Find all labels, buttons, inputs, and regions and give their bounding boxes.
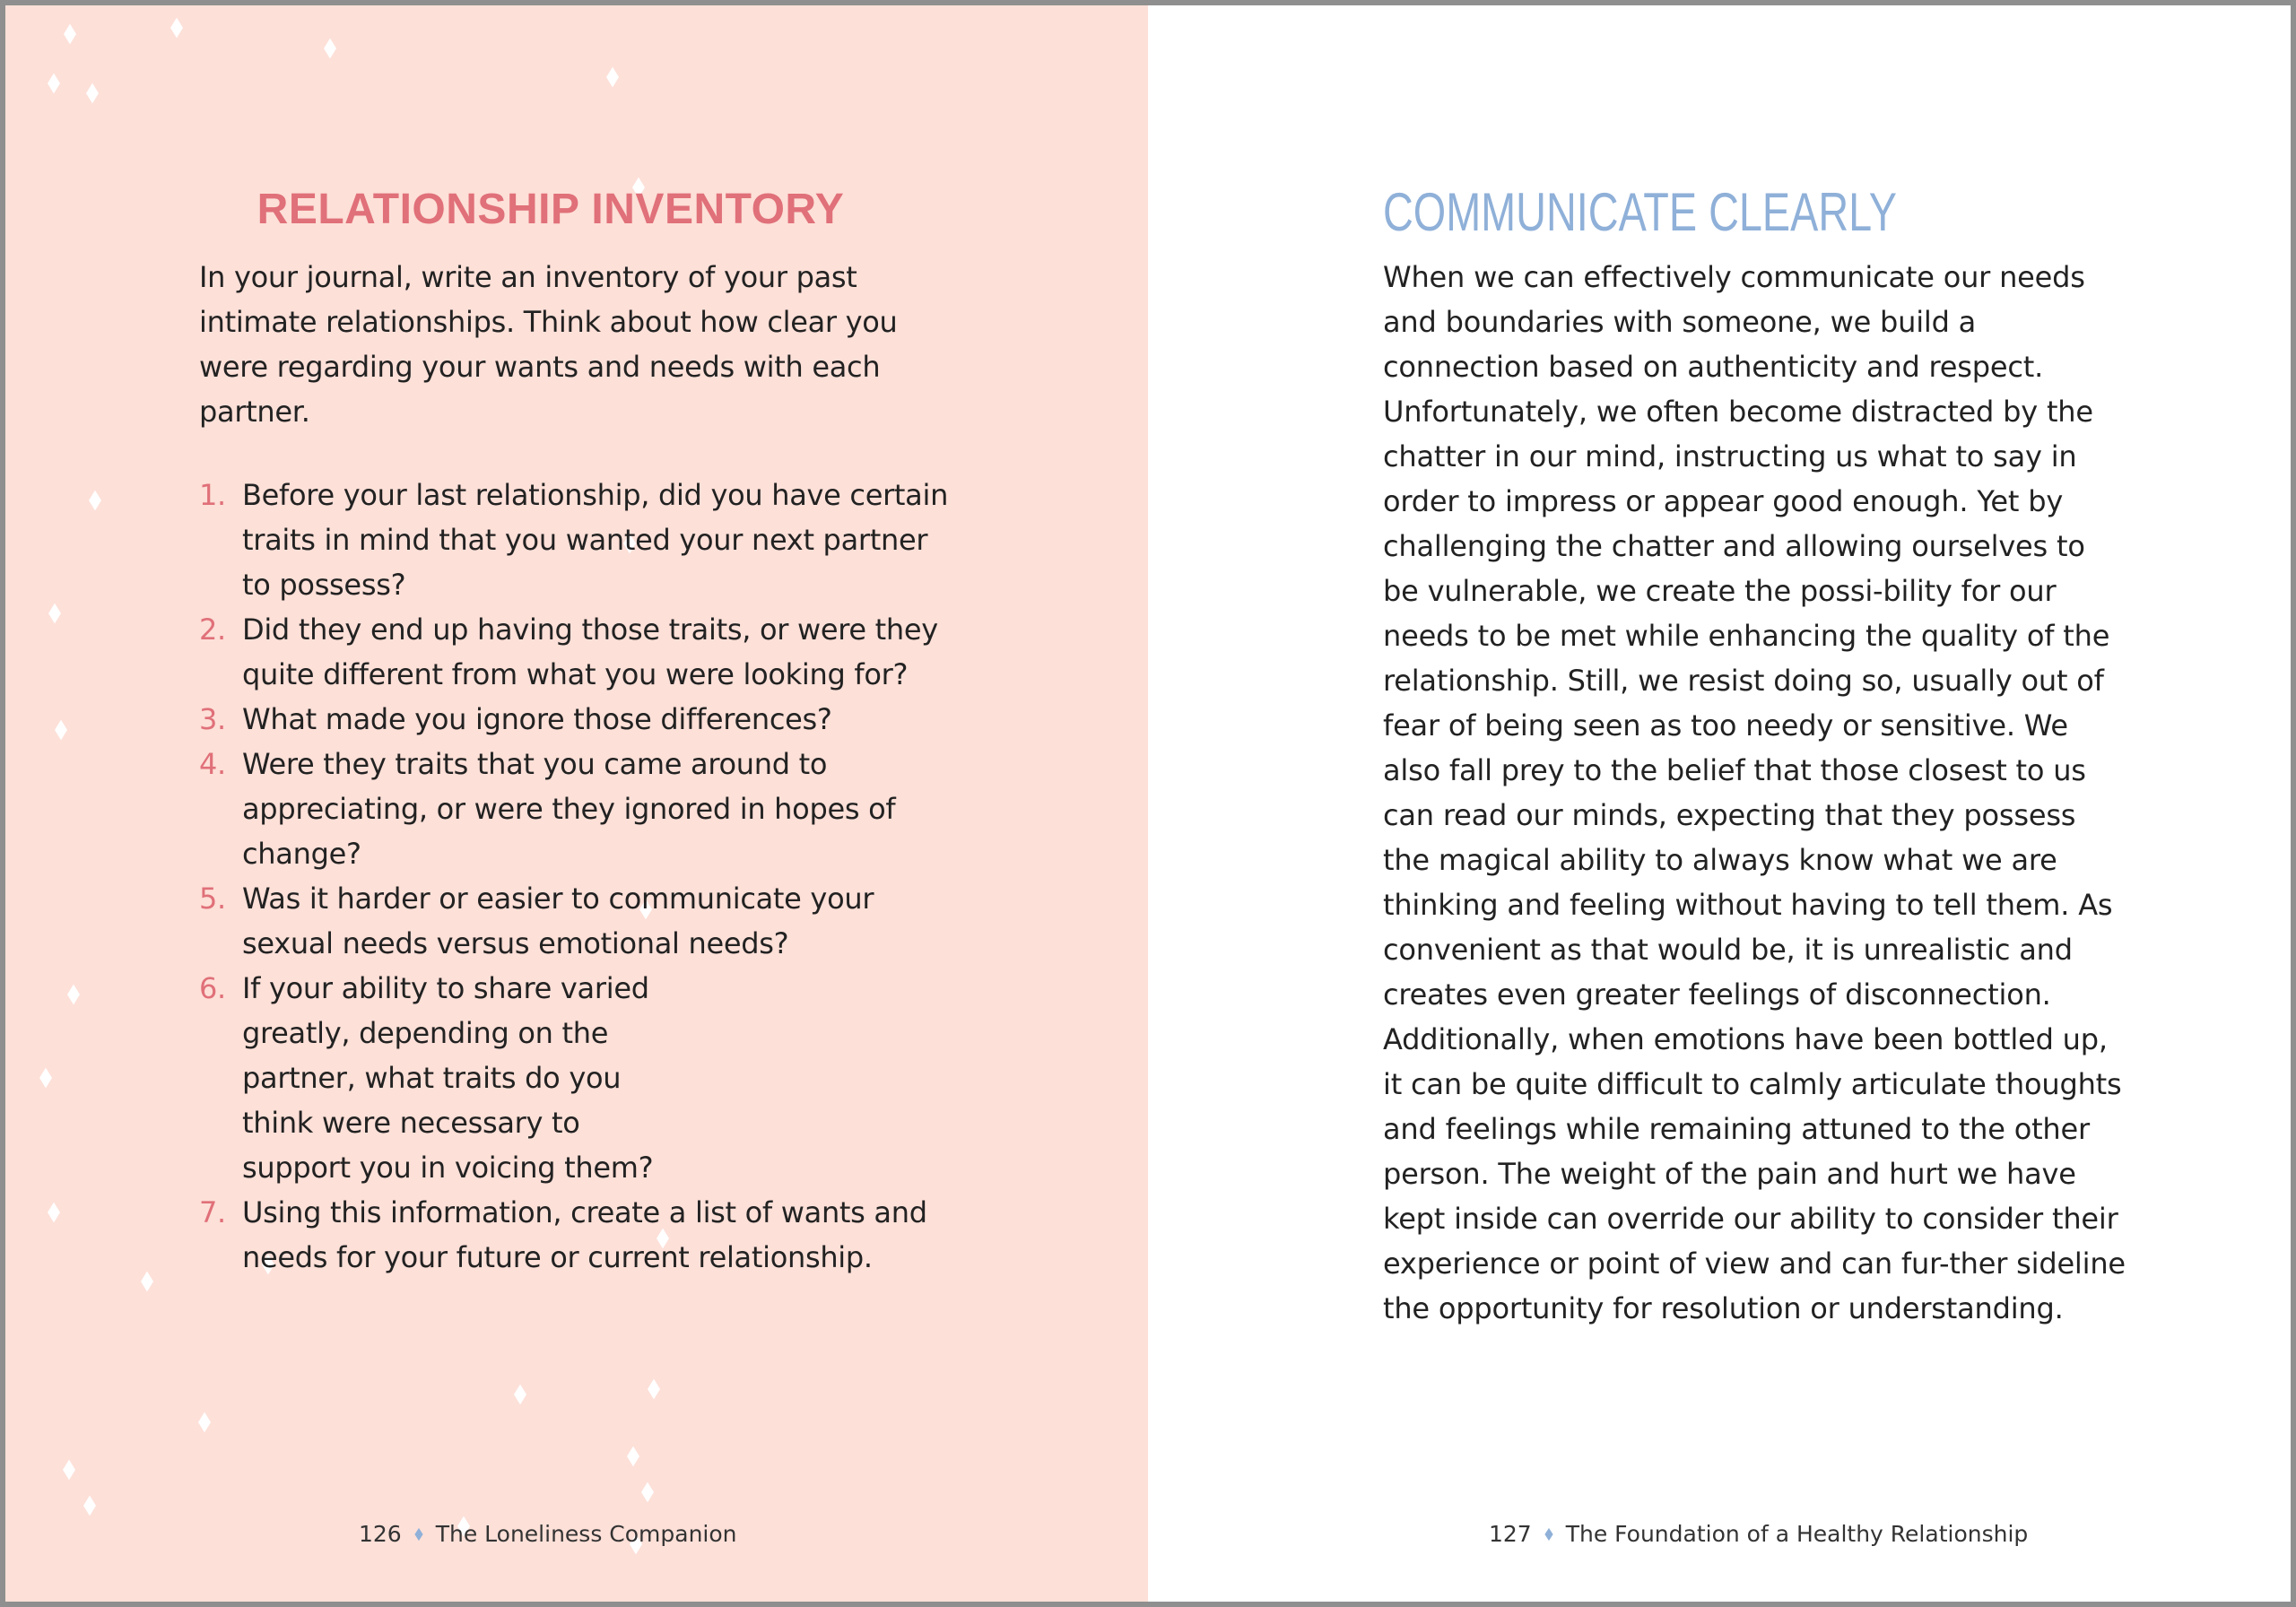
- section-title: COMMUNICATE CLEARLY: [1383, 182, 1897, 242]
- diamond-icon: [39, 1068, 52, 1089]
- diamond-icon: [324, 39, 336, 59]
- diamond-icon: [64, 24, 76, 45]
- page-number: 126: [359, 1521, 402, 1547]
- diamond-icon: [627, 1446, 639, 1467]
- list-item-text: Before your last relationship, did you have certain traits in mind that you wanted your next partner to possess?: [242, 478, 949, 602]
- list-item: [199, 607, 961, 697]
- diamond-icon: [48, 1203, 60, 1223]
- list-number: 7.: [199, 1195, 226, 1229]
- diamond-icon: [48, 604, 61, 624]
- diamond-icon: [55, 720, 67, 741]
- list-item: [199, 473, 961, 607]
- page-footer: [359, 1521, 737, 1547]
- right-page: [1148, 5, 2291, 1602]
- list-item: [199, 876, 961, 966]
- diamond-icon: [648, 1379, 660, 1400]
- list-number: 5.: [199, 882, 226, 916]
- list-item: [199, 1190, 961, 1280]
- diamond-icon: [198, 1412, 211, 1433]
- list-item-text: Was it harder or easier to communicate your sexual needs versus emotional needs?: [242, 882, 874, 960]
- body-paragraph: When we can effectively communicate our needs and boundaries with someone, we build a connection based on authenticity and respect. Unfortunately, we often become distracted by the chatter in our mind, instructing us what to say in order to impress or appear good enough. Yet by challenging the chatter and allowing ourselves to be vulnerable, we create the possi-bility for our needs to be met while enhancing the quality of the relationship. Still, we resist doing so, usually out of fear of being seen as too needy or sensitive. We also fall prey to the belief that those closest to us can read our minds, expecting that they possess the magical ability to always know what we are thinking and feeling without having to tell them. As convenient as that would be, it is unrealistic and creates even greater feelings of disconnection. Additionally, when emotions have been bottled up, it can be quite difficult to calmly articulate thoughts and feelings while remaining attuned to the other person. The weight of the pain and hurt we have kept inside can override our ability to consider their experience or point of view and can fur-ther sideline the opportunity for resolution or understanding.: [1383, 260, 2126, 1325]
- list-number: 2.: [199, 612, 226, 647]
- diamond-icon: [86, 83, 99, 104]
- question-list: [199, 473, 961, 1280]
- diamond-icon: [1544, 1527, 1552, 1540]
- list-item-text: If your ability to share varied greatly, depending on the partner, what traits do you think were necessary to support you in voicing them?: [242, 971, 654, 1185]
- section-title: RELATIONSHIP INVENTORY: [257, 186, 845, 233]
- page-footer: [1489, 1521, 2028, 1547]
- intro-paragraph: In your journal, write an inventory of your past intimate relationships. Think about how clear you were regarding your wants and needs with each partner.: [199, 260, 898, 429]
- list-item: [199, 966, 961, 1190]
- diamond-icon: [48, 74, 60, 94]
- list-item-text: Using this information, create a list of wants and needs for your future or current relationship.: [242, 1195, 927, 1274]
- diamond-icon: [67, 985, 80, 1005]
- diamond-icon: [83, 1496, 96, 1516]
- diamond-icon: [63, 1460, 75, 1481]
- list-number: 6.: [199, 971, 226, 1005]
- list-number: 4.: [199, 747, 226, 781]
- diamond-icon: [641, 1482, 654, 1503]
- running-title: The Loneliness Companion: [435, 1521, 737, 1547]
- list-item-text: Were they traits that you came around to appreciating, or were they ignored in hopes of change?: [242, 747, 896, 871]
- book-spread: [5, 5, 2291, 1602]
- diamond-icon: [514, 1385, 526, 1405]
- diamond-icon: [414, 1527, 422, 1540]
- diamond-icon: [606, 67, 619, 88]
- list-number: 1.: [199, 478, 226, 512]
- running-title: The Foundation of a Healthy Relationship: [1565, 1521, 2029, 1547]
- diamond-icon: [170, 18, 183, 39]
- page-number: 127: [1489, 1521, 1532, 1547]
- list-number: 3.: [199, 702, 226, 736]
- diamond-icon: [141, 1272, 153, 1292]
- list-item-text: What made you ignore those differences?: [242, 702, 832, 736]
- list-item: [199, 742, 961, 876]
- list-item: [199, 697, 961, 742]
- left-page: [5, 5, 1148, 1602]
- diamond-icon: [89, 491, 101, 511]
- list-item-text: Did they end up having those traits, or were they quite different from what you were looking for?: [242, 612, 938, 691]
